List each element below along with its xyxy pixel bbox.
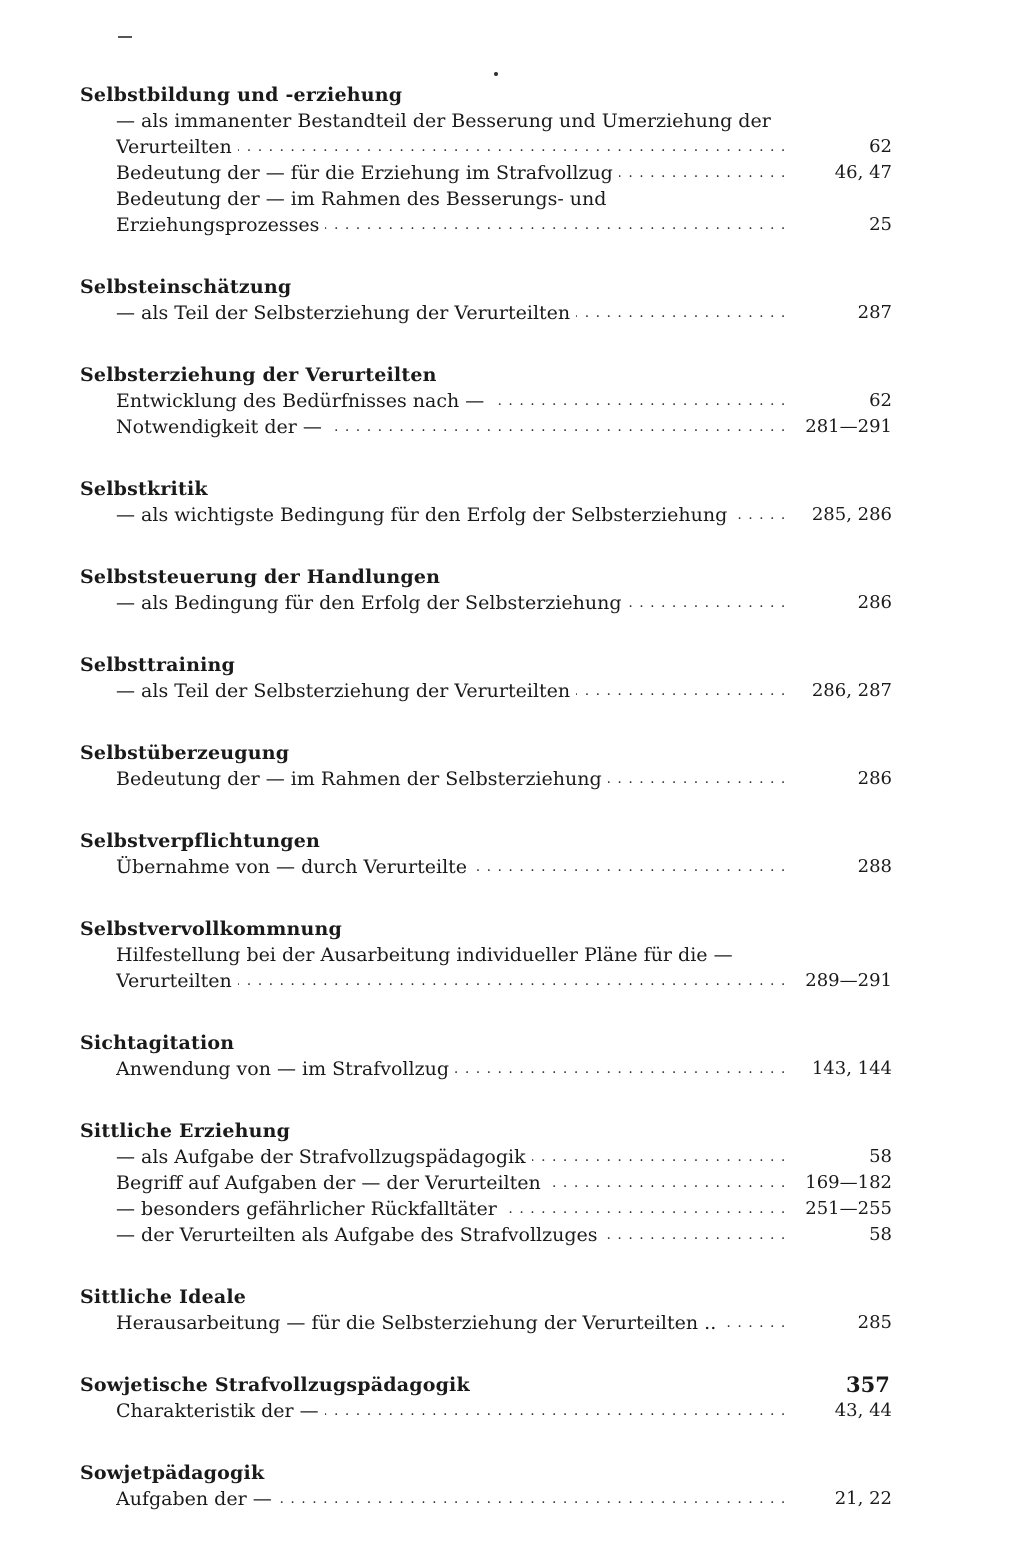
subitem-text <box>116 1144 792 1170</box>
index-entry <box>80 652 892 704</box>
entry-subitem <box>80 1486 892 1512</box>
entry-subitem <box>80 1310 892 1336</box>
subitem-pages: 251—255 <box>805 1198 892 1219</box>
subitem-label: Bedeutung der — im Rahmen des Besserungs- und Erziehungsprozesses <box>116 188 607 236</box>
entry-heading: Selbstbildung und -erziehung <box>80 84 403 106</box>
subitem-label: — als immanenter Bestandteil der Besserung und Umerziehung der Verurteilten <box>116 110 771 158</box>
entry-heading: Selbstüberzeugung <box>80 742 290 764</box>
entry-heading: Sittliche Erziehung <box>80 1120 291 1142</box>
subitem-pages: 287 <box>857 302 892 323</box>
entry-subitem <box>80 590 892 616</box>
subitem-text <box>116 1486 792 1512</box>
index-entry <box>80 274 892 326</box>
entry-heading: Sowjetpädagogik <box>80 1462 265 1484</box>
subitem-text <box>116 186 792 238</box>
subitem-pages: 43, 44 <box>834 1400 892 1421</box>
index-entry <box>80 1372 892 1424</box>
subitem-label: Aufgaben der — <box>116 1488 278 1510</box>
subitem-pages: 58 <box>869 1224 892 1245</box>
entry-heading: Sichtagitation <box>80 1032 235 1054</box>
index-entry <box>80 82 892 238</box>
index-entry <box>80 828 892 880</box>
subitem-label: Bedeutung der — im Rahmen der Selbsterziehung <box>116 768 608 790</box>
entry-subitem <box>80 1196 892 1222</box>
subitem-label: Charakteristik der — <box>116 1400 325 1422</box>
subitem-text <box>116 942 792 994</box>
subitem-label: — als Teil der Selbsterziehung der Verurteilten <box>116 680 576 702</box>
subitem-pages: 58 <box>869 1146 892 1167</box>
scan-mark <box>118 36 132 38</box>
subitem-text <box>116 414 792 440</box>
subitem-label: Anwendung von — im Strafvollzug <box>116 1058 455 1080</box>
subitem-text <box>116 1170 792 1196</box>
index-entry <box>80 564 892 616</box>
subitem-label: Notwendigkeit der — <box>116 416 328 438</box>
entry-subitem <box>80 108 892 160</box>
entry-subitem <box>80 678 892 704</box>
index-page <box>80 82 892 1548</box>
entry-subitem <box>80 766 892 792</box>
subitem-pages: 288 <box>857 856 892 877</box>
entry-subitem <box>80 1222 892 1248</box>
index-entry <box>80 1030 892 1082</box>
subitem-pages: 286, 287 <box>811 680 892 701</box>
entry-subitem <box>80 1170 892 1196</box>
entry-subitem <box>80 1056 892 1082</box>
entry-heading: Selbsterziehung der Verurteilten <box>80 364 437 386</box>
index-entry <box>80 1284 892 1336</box>
subitem-pages: 25 <box>869 214 892 235</box>
subitem-pages: 143, 144 <box>811 1058 892 1079</box>
subitem-pages: 286 <box>857 768 892 789</box>
subitem-text <box>116 854 792 880</box>
subitem-pages: 46, 47 <box>834 162 892 183</box>
subitem-label: Hilfestellung bei der Ausarbeitung individueller Pläne für die — Verurteilten <box>116 944 733 992</box>
subitem-label: Bedeutung der — für die Erziehung im Strafvollzug <box>116 162 619 184</box>
entry-subitem <box>80 1144 892 1170</box>
entry-subitem <box>80 502 892 528</box>
subitem-text <box>116 108 792 160</box>
subitem-text <box>116 1310 792 1336</box>
subitem-label: — als Bedingung für den Erfolg der Selbsterziehung <box>116 592 627 614</box>
entry-subitem <box>80 300 892 326</box>
subitem-label: — als Teil der Selbsterziehung der Verurteilten <box>116 302 576 324</box>
entry-subitem <box>80 1398 892 1424</box>
subitem-text <box>116 300 792 326</box>
subitem-label: Begriff auf Aufgaben der — der Verurteilten <box>116 1172 547 1194</box>
subitem-pages: 286 <box>857 592 892 613</box>
scan-dot <box>494 72 498 76</box>
index-entry <box>80 476 892 528</box>
subitem-text <box>116 502 792 528</box>
subitem-label: Herausarbeitung — für die Selbsterziehung der Verurteilten .. <box>116 1312 722 1334</box>
subitem-text <box>116 388 792 414</box>
subitem-text <box>116 1222 792 1248</box>
entry-heading: Selbsttraining <box>80 654 236 676</box>
entry-subitem <box>80 186 892 238</box>
subitem-pages: 169—182 <box>805 1172 892 1193</box>
subitem-pages: 21, 22 <box>834 1488 892 1509</box>
entry-heading: Selbstvervollkommnung <box>80 918 343 940</box>
entry-heading: Sittliche Ideale <box>80 1286 247 1308</box>
index-entry <box>80 916 892 994</box>
entry-heading: Selbsteinschätzung <box>80 276 292 298</box>
entry-heading: Selbstkritik <box>80 478 208 500</box>
index-entry <box>80 1460 892 1512</box>
subitem-text <box>116 766 792 792</box>
subitem-label: — der Verurteilten als Aufgabe des Strafvollzuges <box>116 1224 604 1246</box>
subitem-pages: 281—291 <box>805 416 892 437</box>
subitem-label: Entwicklung des Bedürfnisses nach — <box>116 390 490 412</box>
subitem-label: — als Aufgabe der Strafvollzugspädagogik <box>116 1146 532 1168</box>
subitem-label: — besonders gefährlicher Rückfalltäter <box>116 1198 503 1220</box>
entry-subitem <box>80 854 892 880</box>
subitem-text <box>116 678 792 704</box>
entry-heading: Sowjetische Strafvollzugspädagogik <box>80 1374 470 1396</box>
subitem-label: Übernahme von — durch Verurteilte <box>116 856 473 878</box>
entry-heading: Selbstverpflichtungen <box>80 830 320 852</box>
subitem-pages: 289—291 <box>805 970 892 991</box>
subitem-text <box>116 1056 792 1082</box>
index-entry <box>80 740 892 792</box>
subitem-text <box>116 1398 792 1424</box>
subitem-pages: 285, 286 <box>811 504 892 525</box>
subitem-text <box>116 1196 792 1222</box>
entry-subitem <box>80 942 892 994</box>
entry-subitem <box>80 388 892 414</box>
subitem-label: — als wichtigste Bedingung für den Erfolg der Selbsterziehung <box>116 504 733 526</box>
subitem-pages: 62 <box>869 390 892 411</box>
subitem-pages: 62 <box>869 136 892 157</box>
subitem-text <box>116 160 792 186</box>
index-entry <box>80 1118 892 1248</box>
entry-heading: Selbststeuerung der Handlungen <box>80 566 441 588</box>
entry-subitem <box>80 414 892 440</box>
index-entry <box>80 362 892 440</box>
entry-subitem <box>80 160 892 186</box>
subitem-text <box>116 590 792 616</box>
subitem-pages: 285 <box>857 1312 892 1333</box>
page-number: 357 <box>846 1372 890 1397</box>
